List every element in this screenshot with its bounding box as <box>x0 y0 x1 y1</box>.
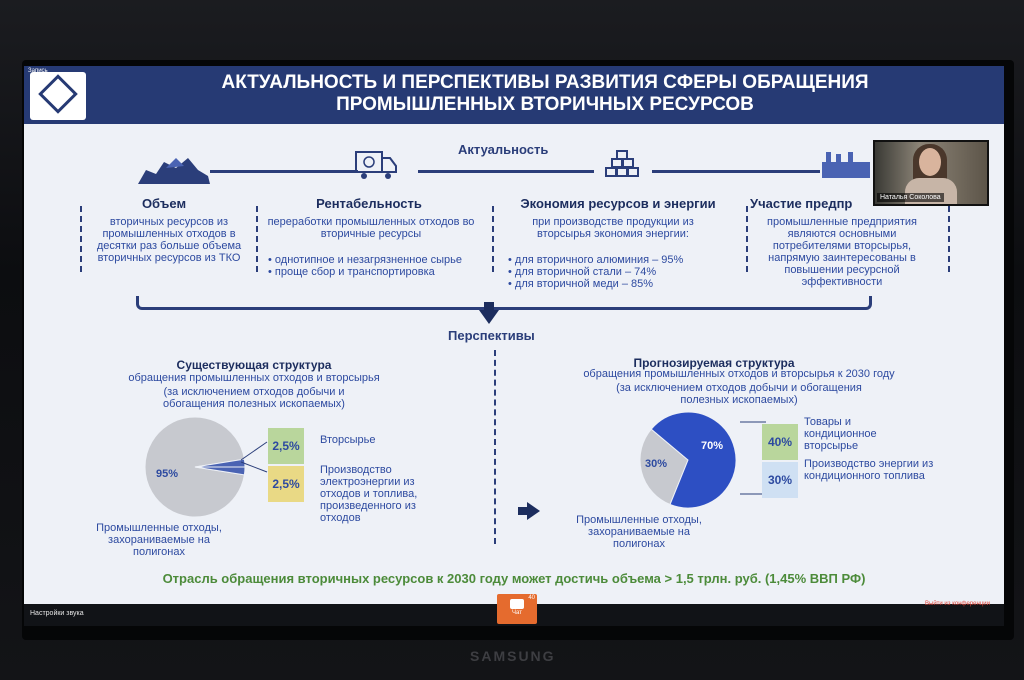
chat-label: Чат <box>512 610 522 616</box>
summary-bracket <box>136 296 872 310</box>
list-item: • однотипное и незагрязненное сырье <box>268 254 478 266</box>
organization-logo <box>30 72 86 120</box>
forecast-structure-subtitle: обращения промышленных отходов и вторсырья к 2030 году <box>583 368 895 380</box>
column-participation-text: промышленные предприятия являются основными потребителями вторсырья, напрямую заинтересованы в повышении ресурсной эффективности <box>767 216 917 288</box>
participant-name: Наталья Соколова <box>877 193 944 202</box>
chat-button[interactable] <box>497 594 537 624</box>
forecast-legend-box-energy: 30% <box>762 462 798 498</box>
forecast-legend-box-goods: 40% <box>762 424 798 460</box>
ingots-icon <box>604 150 640 180</box>
relevance-title: Актуальность <box>458 142 549 157</box>
list-item: • для вторичного алюминия – 95% <box>508 254 718 266</box>
current-structure-pie <box>142 414 248 520</box>
factory-icon <box>820 150 874 180</box>
current-pie-percent: 95% <box>155 468 179 480</box>
forecast-pie-main-percent: 70% <box>700 440 724 452</box>
column-savings-bullets <box>508 254 718 290</box>
record-indicator[interactable]: Запись <box>28 68 48 74</box>
leave-conference-button[interactable]: Выйти из конференции <box>925 601 990 607</box>
current-structure-note: (за исключением отходов добычи и обогащения полезных ископаемых) <box>163 386 345 410</box>
column-profitability-bullets <box>268 254 478 278</box>
current-pie-caption: Промышленные отходы, захораниваемые на полигонах <box>96 522 222 558</box>
forecast-structure-title: Прогнозируемая структура <box>633 356 795 370</box>
slide-title-line1: АКТУАЛЬНОСТЬ И ПЕРСПЕКТИВЫ РАЗВИТИЯ СФЕРЫ ОБРАЩЕНИЯ <box>221 72 869 93</box>
monitor-brand-logo: SAMSUNG <box>470 648 556 664</box>
current-structure-subtitle: обращения промышленных отходов и вторсырья <box>128 372 380 384</box>
right-arrow-icon <box>518 502 540 520</box>
recycling-truck-icon <box>354 148 398 182</box>
prospects-divider <box>494 350 496 544</box>
column-savings-title: Экономия ресурсов и энергии <box>520 196 716 211</box>
prospects-title: Перспективы <box>448 328 535 343</box>
chat-count-badge: 40 <box>528 595 535 601</box>
chat-icon <box>510 599 524 609</box>
column-volume-text: вторичных ресурсов из промышленных отходов в десятки раз больше объема вторичных ресурсов из ТКО <box>96 216 242 264</box>
divider-middle <box>418 170 594 173</box>
waste-pile-icon <box>136 152 212 186</box>
column-volume-title: Объем <box>141 196 187 211</box>
down-arrow-icon <box>479 310 499 324</box>
slide-screen <box>24 66 1004 604</box>
current-legend-box-energy: 2,5% <box>268 466 304 502</box>
current-structure-title: Существующая структура <box>176 358 332 372</box>
list-item: • для вторичной стали – 74% <box>508 266 718 278</box>
divider-left <box>210 170 358 173</box>
slide-title-line2: ПРОМЫШЛЕННЫХ ВТОРИЧНЫХ РЕСУРСОВ <box>336 94 754 115</box>
divider-right <box>652 170 820 173</box>
current-legend-box-recycled: 2,5% <box>268 428 304 464</box>
list-item: • проще сбор и транспортировка <box>268 266 478 278</box>
column-profitability-title: Рентабельность <box>316 196 422 211</box>
forecast-pie-small-percent: 30% <box>644 458 668 470</box>
column-participation-title: Участие предпр <box>750 196 853 211</box>
current-legend-label-energy: Производство электроэнергии из отходов и топлива, произведенного из отходов <box>320 464 418 524</box>
sound-settings-button[interactable]: Настройки звука <box>30 610 84 617</box>
forecast-pie-caption: Промышленные отходы, захораниваемые на полигонах <box>576 514 702 550</box>
current-leader-lines <box>239 436 269 476</box>
list-item: • для вторичной меди – 85% <box>508 278 718 290</box>
participant-video-tile[interactable] <box>873 140 989 206</box>
forecast-legend-label-energy: Производство энергии из кондиционного топлива <box>804 458 934 482</box>
column-profitability-text: переработки промышленных отходов во вторичные ресурсы <box>267 216 475 240</box>
column-savings-text: при производстве продукции из вторсырья экономия энергии: <box>532 216 694 240</box>
forecast-structure-note: (за исключением отходов добычи и обогащения полезных ископаемых) <box>616 382 862 406</box>
slide-title <box>90 72 1000 116</box>
slide-header <box>24 66 1004 124</box>
current-legend-label-recycled: Вторсырье <box>320 434 376 446</box>
slide-footer: Отрасль обращения вторичных ресурсов к 2030 году может достичь объема > 1,5 трлн. руб. (1,45% ВВП РФ) <box>162 571 866 586</box>
forecast-legend-label-goods: Товары и кондиционное вторсырье <box>804 416 877 452</box>
